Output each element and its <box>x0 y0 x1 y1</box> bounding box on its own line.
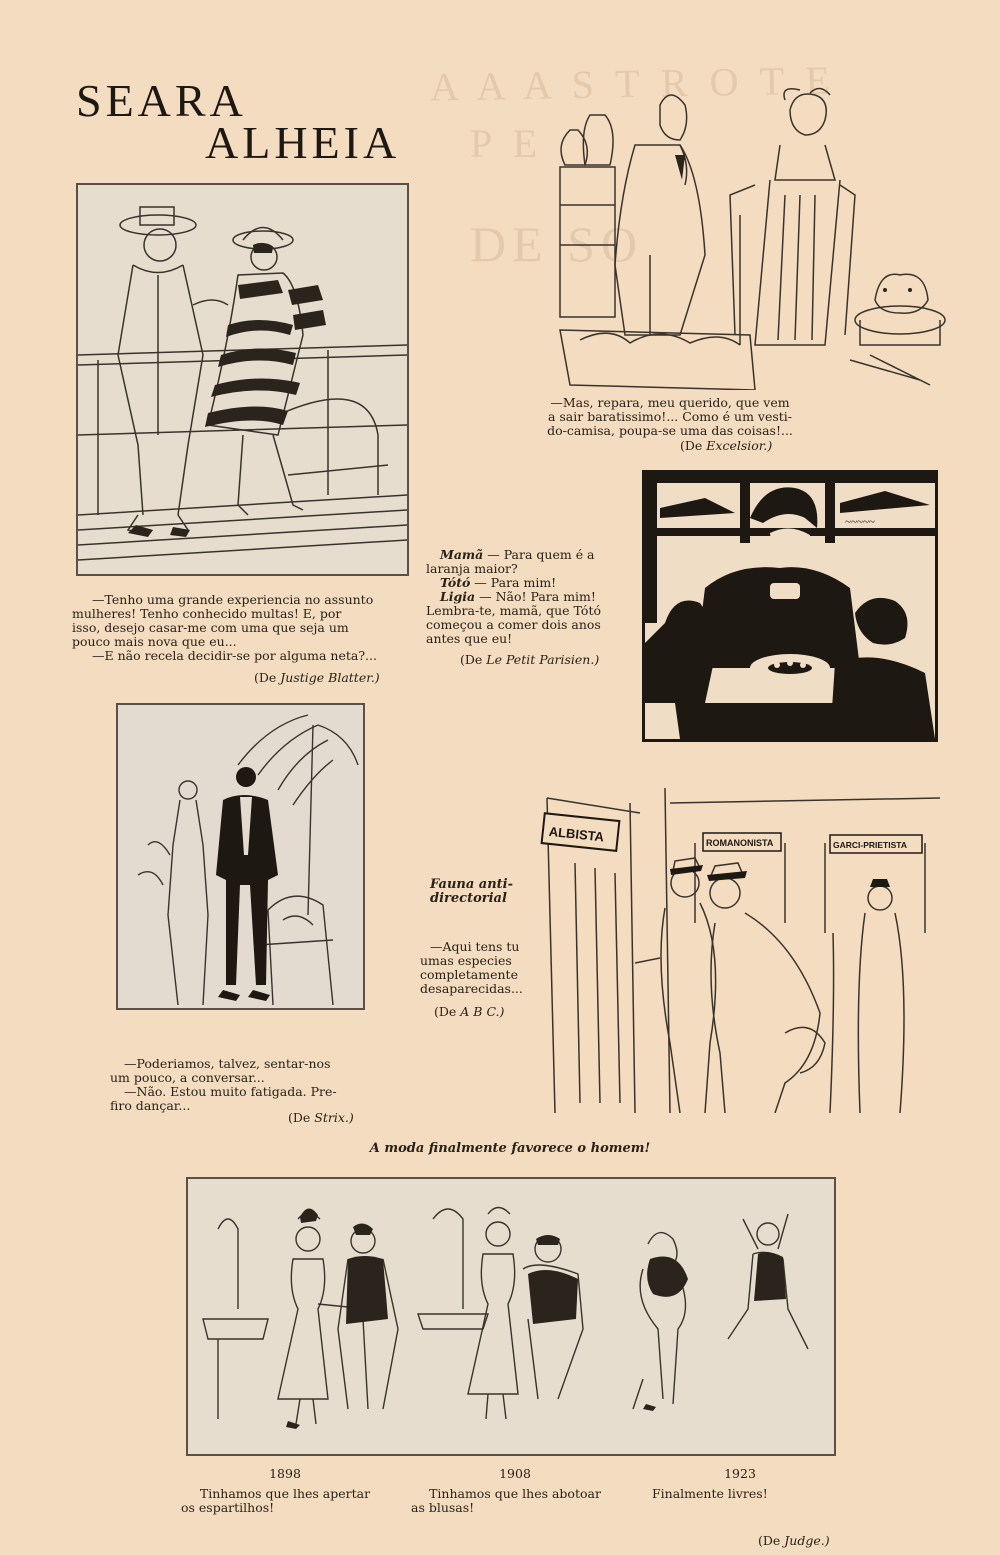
caption-line: completamente <box>420 967 518 982</box>
judge-panel-3 <box>630 1467 850 1501</box>
cartoon-abc-heading <box>430 878 530 906</box>
source-name: Justige Blatter.) <box>280 670 380 685</box>
source-name: Judge.) <box>784 1533 830 1548</box>
cartoon-parisien-caption <box>426 548 638 646</box>
cartoon-justige-caption <box>72 593 417 663</box>
cartoon-dance-illustration <box>116 703 365 1010</box>
caption-line: —Poderiamos, talvez, sentar-nos <box>124 1056 331 1071</box>
source-name: Le Petit Parisien.) <box>486 652 600 667</box>
cartoon-strix-caption <box>110 1057 390 1113</box>
cartoon-fashion-illustration <box>186 1177 836 1456</box>
caption-line: antes que eu! <box>426 631 513 646</box>
caption-line: pouco mais nova que eu... <box>72 634 237 649</box>
caption-line: começou a comer dois anos <box>426 617 601 632</box>
page-title-line1: SEARA <box>76 75 247 126</box>
svg-text:~~~~~: ~~~~~ <box>845 516 875 528</box>
panel-caption-line: as blusas! <box>411 1500 475 1515</box>
bleed-through: A A A S T R O T E <box>429 57 837 110</box>
caption-line: umas especies <box>420 953 512 968</box>
sign-romanonista: ROMANONISTA <box>706 838 774 848</box>
source-prefix: (De <box>758 1533 781 1548</box>
caption-line: —E não recela decidir-se por alguma neta?... <box>92 648 377 663</box>
source-prefix: (De <box>680 438 703 453</box>
cartoon-excelsior-caption <box>520 396 820 438</box>
judge-panel-1 <box>175 1467 395 1515</box>
page-title-line2: ALHEIA <box>205 117 401 168</box>
cartoon-judge-source <box>758 1533 830 1548</box>
source-name: A B C.) <box>460 1004 505 1019</box>
cartoon-excelsior-source <box>680 438 772 453</box>
caption-line <box>426 548 638 562</box>
panel-caption-line: os espartilhos! <box>181 1500 275 1515</box>
cartoon-abc-caption <box>420 940 530 996</box>
caption-text: Mamã — Para quem é a <box>440 547 595 562</box>
bleed-through: P E <box>470 121 544 166</box>
cartoon-strix-source <box>288 1110 354 1125</box>
panel-caption-line: Tinhamos que lhes abotoar <box>429 1486 601 1501</box>
source-prefix: (De <box>288 1110 311 1125</box>
heading-line: directorial <box>430 891 507 906</box>
panel-year: 1923 <box>724 1466 756 1481</box>
speaker-name: Ligia <box>440 589 476 604</box>
panel-caption-line: Finalmente livres! <box>652 1486 768 1501</box>
cartoon-family-illustration <box>642 470 938 742</box>
caption-line: Lembra-te, mamã, que Tótó <box>426 603 601 618</box>
caption-line: —Aqui tens tu <box>430 939 520 954</box>
cartoon-museum-illustration <box>535 783 940 1113</box>
cartoon-abc-source <box>434 1004 504 1019</box>
caption-line: isso, desejo casar-me com uma que seja um <box>72 620 349 635</box>
cartoon-shop-illustration <box>530 85 960 390</box>
caption-line: do-camisa, poupa-se uma das coisas!... <box>547 423 793 438</box>
source-prefix: (De <box>434 1004 457 1019</box>
source-prefix: (De <box>460 652 483 667</box>
source-name: Strix.) <box>314 1110 354 1125</box>
sign-albista: ALBISTA <box>548 823 605 845</box>
cartoon-judge-heading: A moda finalmente favorece o homem! <box>369 1141 651 1156</box>
cartoon-justige-source <box>254 670 380 685</box>
speaker-name: Mamã <box>440 547 484 562</box>
source-prefix: (De <box>254 670 277 685</box>
judge-panel-2 <box>405 1467 625 1515</box>
panel-year: 1908 <box>499 1466 531 1481</box>
caption-line: —Não. Estou muito fatigada. Pre- <box>124 1084 337 1099</box>
caption-line: —Tenho uma grande experiencia no assunto <box>92 592 374 607</box>
caption-line: desaparecidas... <box>420 981 523 996</box>
caption-line: um pouco, a conversar... <box>110 1070 265 1085</box>
panel-year: 1898 <box>269 1466 301 1481</box>
source-name: Excelsior.) <box>706 438 773 453</box>
cartoon-couple-illustration <box>76 183 409 576</box>
caption-line: mulheres! Tenho conhecido multas! E, por <box>72 606 342 621</box>
caption-line: a sair baratissimo!... Como é um vesti- <box>547 409 793 424</box>
bleed-through: DE SO <box>470 216 644 272</box>
caption-line: laranja maior? <box>426 561 518 576</box>
speaker-name: Tótó <box>440 575 471 590</box>
cartoon-parisien-source <box>460 652 599 667</box>
heading-line: Fauna anti- <box>430 877 514 892</box>
panel-caption-line: Tinhamos que lhes apertar <box>199 1486 371 1501</box>
caption-line: firo dançar... <box>110 1098 191 1113</box>
caption-line: Ligia — Não! Para mim! <box>440 589 596 604</box>
sign-garci-prietista: GARCI-PRIETISTA <box>833 840 907 850</box>
caption-line: Tótó — Para mim! <box>440 575 557 590</box>
caption-line: —Mas, repara, meu querido, que vem <box>550 395 790 410</box>
